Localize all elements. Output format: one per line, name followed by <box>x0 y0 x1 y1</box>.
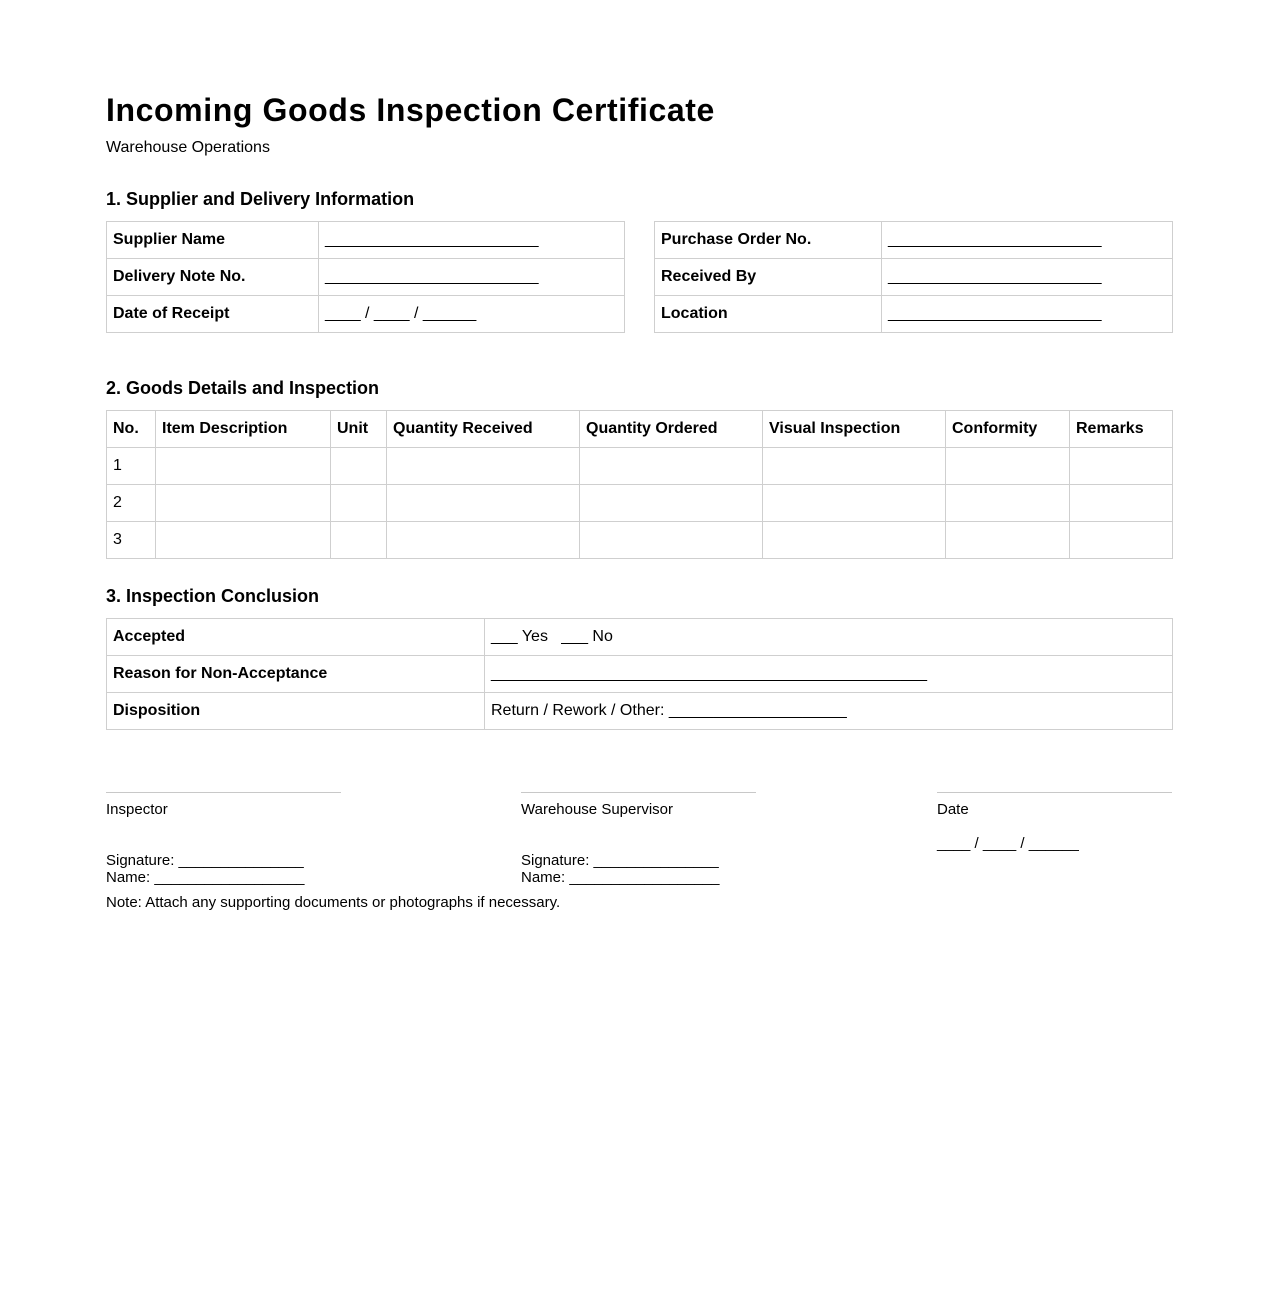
table-row <box>107 656 1173 693</box>
table-row <box>107 619 1173 656</box>
signature-line <box>521 792 756 793</box>
visual-inspection-cell[interactable] <box>763 448 946 485</box>
item-description-cell[interactable] <box>156 448 331 485</box>
quantity-received-cell[interactable] <box>387 522 580 559</box>
row-number-cell: 2 <box>107 485 156 522</box>
conformity-cell[interactable] <box>946 485 1070 522</box>
page-subtitle: Warehouse Operations <box>106 139 270 156</box>
supervisor-signature-field[interactable]: Signature: _______________ <box>521 852 719 869</box>
inspector-signature-field[interactable]: Signature: _______________ <box>106 852 304 869</box>
table-row <box>107 296 625 333</box>
remarks-cell[interactable] <box>1070 485 1173 522</box>
table-row <box>107 259 625 296</box>
column-header-no: No. <box>107 411 156 448</box>
table-header-row <box>107 411 1173 448</box>
quantity-ordered-cell[interactable] <box>580 448 763 485</box>
unit-cell[interactable] <box>331 485 387 522</box>
supplier-name-label: Supplier Name <box>107 222 319 259</box>
supplier-name-field[interactable]: ________________________ <box>319 222 625 259</box>
signature-date-field[interactable]: ____ / ____ / ______ <box>937 835 1079 852</box>
item-description-cell[interactable] <box>156 522 331 559</box>
date-of-receipt-label: Date of Receipt <box>107 296 319 333</box>
table-row <box>655 259 1173 296</box>
received-by-label: Received By <box>655 259 882 296</box>
table-row <box>107 448 1173 485</box>
table-row <box>655 222 1173 259</box>
column-header-quantity-ordered: Quantity Ordered <box>580 411 763 448</box>
table-row <box>107 522 1173 559</box>
signature-line <box>937 792 1172 793</box>
inspection-conclusion-table <box>106 618 1173 730</box>
supervisor-role-label: Warehouse Supervisor <box>521 801 674 818</box>
item-description-cell[interactable] <box>156 485 331 522</box>
signature-line <box>106 792 341 793</box>
visual-inspection-cell[interactable] <box>763 522 946 559</box>
footer-note: Note: Attach any supporting documents or photographs if necessary. <box>106 894 561 911</box>
goods-details-table <box>106 410 1173 559</box>
delivery-note-label: Delivery Note No. <box>107 259 319 296</box>
column-header-item-description: Item Description <box>156 411 331 448</box>
inspector-role-label: Inspector <box>106 801 168 818</box>
inspector-signature-block <box>106 792 341 886</box>
supervisor-signature-block <box>521 792 756 886</box>
accepted-label: Accepted <box>107 619 485 656</box>
disposition-label: Disposition <box>107 693 485 730</box>
remarks-cell[interactable] <box>1070 522 1173 559</box>
date-role-label: Date <box>937 801 969 818</box>
column-header-unit: Unit <box>331 411 387 448</box>
location-field[interactable]: ________________________ <box>882 296 1173 333</box>
table-row <box>107 222 625 259</box>
purchase-order-field[interactable]: ________________________ <box>882 222 1173 259</box>
quantity-ordered-cell[interactable] <box>580 485 763 522</box>
row-number-cell: 3 <box>107 522 156 559</box>
visual-inspection-cell[interactable] <box>763 485 946 522</box>
column-header-quantity-received: Quantity Received <box>387 411 580 448</box>
supervisor-name-field[interactable]: Name: __________________ <box>521 869 720 886</box>
column-header-visual-inspection: Visual Inspection <box>763 411 946 448</box>
purchase-order-label: Purchase Order No. <box>655 222 882 259</box>
column-header-conformity: Conformity <box>946 411 1070 448</box>
table-row <box>107 485 1173 522</box>
quantity-ordered-cell[interactable] <box>580 522 763 559</box>
accepted-field[interactable]: ___ Yes ___ No <box>485 619 1173 656</box>
table-row <box>655 296 1173 333</box>
date-signature-block <box>937 792 1172 852</box>
supplier-info-table-right <box>654 221 1173 333</box>
disposition-field[interactable]: Return / Rework / Other: ____________________ <box>485 693 1173 730</box>
unit-cell[interactable] <box>331 448 387 485</box>
reason-non-acceptance-field[interactable]: _________________________________________________ <box>485 656 1173 693</box>
supplier-info-table-left <box>106 221 625 333</box>
table-row <box>107 693 1173 730</box>
location-label: Location <box>655 296 882 333</box>
conformity-cell[interactable] <box>946 522 1070 559</box>
conformity-cell[interactable] <box>946 448 1070 485</box>
delivery-note-field[interactable]: ________________________ <box>319 259 625 296</box>
section-1-title: 1. Supplier and Delivery Information <box>106 189 415 209</box>
date-of-receipt-field[interactable]: ____ / ____ / ______ <box>319 296 625 333</box>
row-number-cell: 1 <box>107 448 156 485</box>
inspector-name-field[interactable]: Name: __________________ <box>106 869 305 886</box>
column-header-remarks: Remarks <box>1070 411 1173 448</box>
received-by-field[interactable]: ________________________ <box>882 259 1173 296</box>
quantity-received-cell[interactable] <box>387 485 580 522</box>
reason-non-acceptance-label: Reason for Non-Acceptance <box>107 656 485 693</box>
page-title: Incoming Goods Inspection Certificate <box>106 92 715 128</box>
unit-cell[interactable] <box>331 522 387 559</box>
quantity-received-cell[interactable] <box>387 448 580 485</box>
section-2-title: 2. Goods Details and Inspection <box>106 378 380 398</box>
section-3-title: 3. Inspection Conclusion <box>106 586 320 606</box>
remarks-cell[interactable] <box>1070 448 1173 485</box>
